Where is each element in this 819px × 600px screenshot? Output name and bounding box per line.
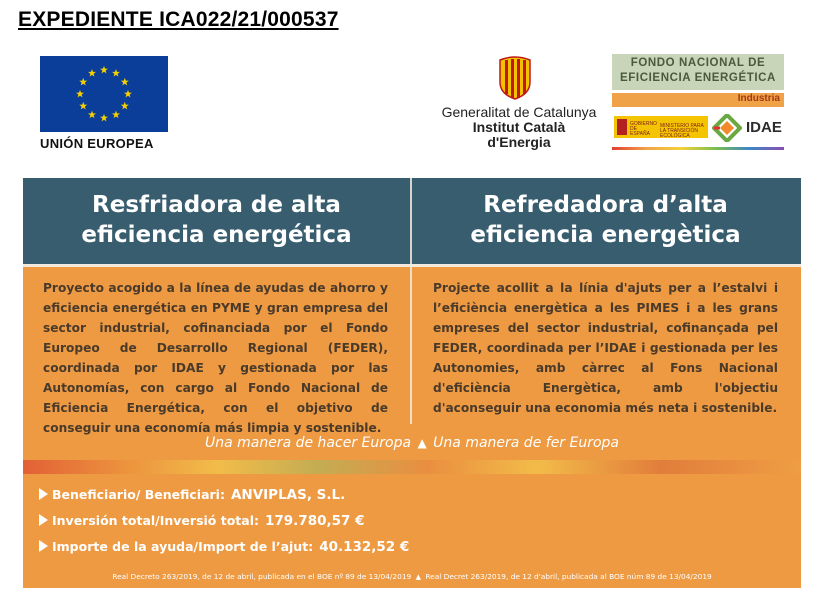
- title-spanish-line1: Resfriadora de alta: [92, 192, 341, 218]
- inversion-row: [39, 513, 365, 529]
- description-catalan: Projecte acollit a la línia d'ajuts per a l’estalvi i l’eficiència energètica a les PIMES i a les grans empreses del sector industrial, cofinançada pel FEDER, coordinada per l’IDAE i gestionada per les Autonomies, amb càrrec al Fons Nacional d'eficiència Energètica, amb l'objectiu d'aconseguir una economia més neta i sostenible.: [433, 281, 778, 415]
- eu-star-icon: [124, 90, 132, 98]
- idae-label: IDAE: [746, 119, 782, 136]
- title-catalan: [412, 190, 799, 250]
- eu-star-icon: [121, 102, 129, 110]
- slogan-catalan: Una manera de fer Europa: [433, 435, 620, 451]
- title-catalan-line2: eficiencia energètica: [470, 222, 741, 248]
- eu-flag-icon: [40, 56, 168, 132]
- header-rule: [23, 264, 801, 267]
- eu-star-icon: [79, 78, 87, 86]
- beneficiario-row: [39, 487, 345, 503]
- triangle-icon: ▲: [417, 436, 427, 450]
- eu-star-icon: [88, 111, 96, 119]
- legal-footer: [23, 572, 801, 581]
- slogan: [23, 435, 801, 451]
- description-spanish: Proyecto acogido a la línea de ayudas de ahorro y eficiencia energética en PYME y gran empresa del sector industrial, cofinanciada por el Fondo Europeo de Desarrollo Regional (FEDER), coordinada por IDAE y gestionada por las Autonomías, con cargo al Fondo Nacional de Eficiencia Energética, con el objetivo de conseguir una economía más limpia y sostenible.: [43, 281, 388, 435]
- ayuda-value: 40.132,52 €: [319, 539, 410, 555]
- generalitat-name: Generalitat de Catalunya: [441, 104, 597, 120]
- eu-star-icon: [100, 66, 108, 74]
- decorative-strip: [23, 460, 801, 474]
- eu-label: UNIÓN EUROPEA: [40, 136, 154, 151]
- industria-bar: [612, 93, 784, 107]
- spain-ministry-logo-icon: [614, 116, 708, 138]
- beneficiario-value: ANVIPLAS, S.L.: [230, 487, 346, 503]
- footer-catalan: Real Decret 263/2019, de 12 d'abril, publicada al BOE núm 89 de 13/04/2019: [425, 572, 712, 581]
- arrow-right-icon: [39, 540, 48, 552]
- eu-star-icon: [112, 111, 120, 119]
- inversion-value: 179.780,57 €: [265, 513, 365, 529]
- industria-label: Industria: [737, 93, 780, 104]
- title-catalan-line1: Refredadora d’alta: [483, 192, 728, 218]
- inversion-label: Inversión total/Inversió total:: [52, 513, 259, 528]
- spain-shield-icon: [617, 119, 627, 135]
- rainbow-divider: [612, 147, 784, 150]
- fondo-line2: EFICIENCIA ENERGÉTICA: [620, 72, 776, 84]
- title-spanish-line2: eficiencia energética: [81, 222, 352, 248]
- arrow-right-icon: [39, 488, 48, 500]
- page-title: EXPEDIENTE ICA022/21/000537: [18, 8, 339, 31]
- eu-star-icon: [112, 69, 120, 77]
- ministry-text2: MINISTERIO PARA LA TRANSICIÓN ECOLÓGICA: [660, 123, 704, 139]
- footer-spanish: Real Decreto 263/2019, de 12 de abril, publicada en el BOE nº 89 de 13/04/2019: [112, 572, 412, 581]
- triangle-icon: ▲: [415, 573, 421, 581]
- institut-name: Institut Català: [472, 119, 566, 135]
- beneficiario-label: Beneficiario/ Beneficiari:: [52, 487, 225, 502]
- eu-star-icon: [79, 102, 87, 110]
- info-panel: [23, 178, 801, 588]
- arrow-right-icon: [39, 514, 48, 526]
- fondo-nacional-logo: [612, 54, 784, 90]
- eu-star-icon: [100, 114, 108, 122]
- ayuda-label: Importe de la ayuda/Import de l’ajut:: [52, 539, 314, 554]
- eu-star-icon: [76, 90, 84, 98]
- title-spanish: [23, 190, 410, 250]
- energia-name: d'Energia: [487, 134, 551, 150]
- idae-logo-icon: [712, 114, 742, 142]
- slogan-spanish: Una manera de hacer Europa: [204, 435, 412, 451]
- ministry-text1: GOBIERNO DE ESPAÑA: [630, 121, 657, 137]
- ayuda-row: [39, 539, 409, 555]
- generalitat-shield-icon: [498, 56, 532, 100]
- eu-star-icon: [88, 69, 96, 77]
- column-divider: [410, 178, 412, 424]
- fondo-line1: FONDO NACIONAL DE: [630, 57, 766, 69]
- eu-star-icon: [121, 78, 129, 86]
